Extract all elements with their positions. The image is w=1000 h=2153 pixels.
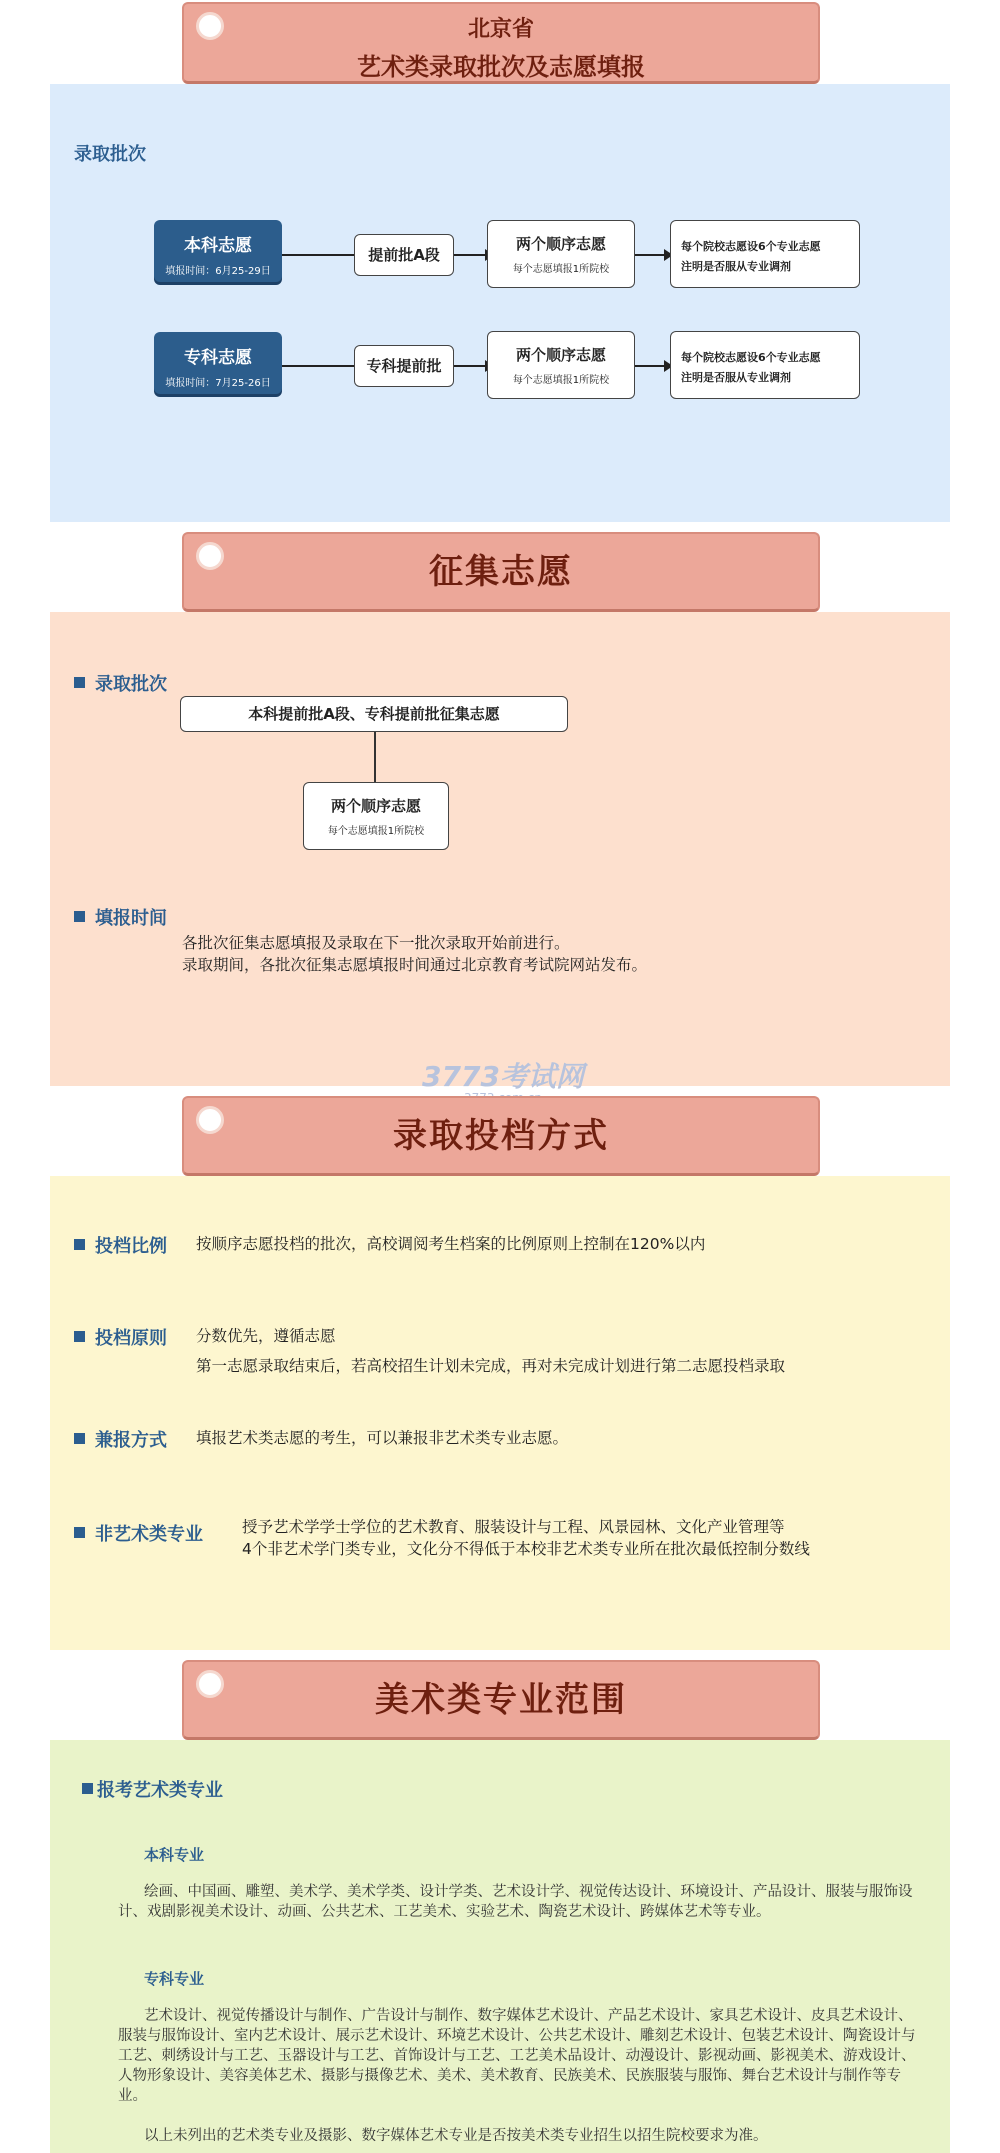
arrow-icon bbox=[282, 254, 362, 256]
batch-box bbox=[354, 345, 454, 387]
major-choice-box bbox=[670, 220, 860, 288]
order-choice-sub: 每个志愿填报1所院校 bbox=[327, 826, 425, 837]
banner-title: 征集志愿 bbox=[429, 552, 573, 592]
order-choice-sub: 每个志愿填报1所院校 bbox=[512, 375, 610, 386]
undergrad-majors-text: 绘画、中国画、雕塑、美术学、美术学类、设计学类、艺术设计学、视觉传达设计、环境设计、产品设计、服装与服饰设计、戏剧影视美术设计、动画、公共艺术、工艺美术、实验艺术、陶瓷艺术设计、跨媒体艺术等专业。 bbox=[118, 1884, 913, 1920]
batch-label: 本科提前批A段、专科提前批征集志愿 bbox=[248, 705, 500, 723]
art-majors-banner bbox=[182, 1660, 820, 1740]
watermark-logo: 3773考试网 bbox=[422, 1060, 584, 1093]
order-choice-title: 两个顺序志愿 bbox=[515, 235, 606, 253]
major-choice-box bbox=[670, 331, 860, 399]
arrow-icon bbox=[635, 254, 671, 256]
section-heading: 录取批次 bbox=[74, 144, 146, 165]
college-box bbox=[154, 332, 282, 394]
supplementary-banner bbox=[182, 532, 820, 612]
ratio-label: 投档比例 bbox=[95, 1236, 167, 1257]
art-majors-panel bbox=[50, 1740, 950, 2153]
batch-label: 提前批A段 bbox=[368, 246, 440, 264]
square-bullet-icon bbox=[74, 1527, 85, 1538]
section-heading: 录取批次 bbox=[74, 670, 167, 696]
principle-text-2: 第一志愿录取结束后，若高校招生计划未完成，再对未完成计划进行第二志愿投档录取 bbox=[196, 1357, 786, 1375]
order-choice-title: 两个顺序志愿 bbox=[515, 346, 606, 364]
batch-label: 专科提前批 bbox=[366, 357, 442, 375]
dispatch-panel bbox=[50, 1176, 950, 1650]
batch-box bbox=[354, 234, 454, 276]
circle-icon bbox=[196, 1106, 224, 1134]
undergrad-majors-heading: 本科专业 bbox=[144, 1846, 205, 1864]
banner-line-2: 艺术类录取批次及志愿填报 bbox=[357, 53, 645, 81]
major-choice-line1: 每个院校志愿设6个专业志愿 bbox=[681, 351, 821, 364]
college-majors-heading: 专科专业 bbox=[144, 1970, 205, 1988]
major-choice-line2: 注明是否服从专业调剂 bbox=[681, 260, 791, 273]
arrow-icon bbox=[635, 365, 671, 367]
fill-time-line-1: 各批次征集志愿填报及录取在下一批次录取开始前进行。 bbox=[182, 934, 570, 952]
ratio-text: 按顺序志愿投档的批次，高校调阅考生档案的比例原则上控制在120%以内 bbox=[196, 1235, 706, 1253]
concurrent-row bbox=[74, 1426, 167, 1452]
order-choice-title: 两个顺序志愿 bbox=[330, 797, 421, 815]
non-art-text-1: 授予艺术学学士学位的艺术教育、服装设计与工程、风景园林、文化产业管理等 bbox=[242, 1518, 785, 1536]
ratio-row bbox=[74, 1232, 167, 1258]
admission-batch-panel bbox=[50, 84, 950, 522]
circle-icon bbox=[196, 12, 224, 40]
order-choice-box bbox=[487, 331, 635, 399]
fill-time-line-2: 录取期间，各批次征集志愿填报时间通过北京教育考试院网站发布。 bbox=[182, 956, 648, 974]
banner-line-1: 北京省 bbox=[467, 17, 534, 42]
non-art-row bbox=[74, 1520, 203, 1546]
order-choice-box bbox=[487, 220, 635, 288]
order-choice-box bbox=[303, 782, 449, 850]
supplementary-panel bbox=[50, 612, 950, 1086]
section-heading: 填报时间 bbox=[74, 904, 167, 930]
banner-title: 录取投档方式 bbox=[393, 1116, 609, 1156]
principle-label: 投档原则 bbox=[95, 1328, 167, 1349]
square-bullet-icon bbox=[74, 1331, 85, 1342]
undergrad-title: 本科志愿 bbox=[184, 236, 252, 256]
section-heading: 报考艺术类专业 bbox=[82, 1776, 223, 1802]
college-time: 填报时间：7月25-26日 bbox=[165, 378, 271, 389]
concurrent-label: 兼报方式 bbox=[95, 1430, 167, 1451]
banner-title: 美术类专业范围 bbox=[375, 1680, 627, 1720]
title-banner bbox=[182, 2, 820, 84]
undergrad-time: 填报时间：6月25-29日 bbox=[165, 266, 271, 277]
batch-box bbox=[180, 696, 568, 732]
principle-text-1: 分数优先，遵循志愿 bbox=[196, 1327, 336, 1345]
square-bullet-icon bbox=[82, 1783, 93, 1794]
undergrad-box bbox=[154, 220, 282, 282]
circle-icon bbox=[196, 542, 224, 570]
arrow-icon bbox=[282, 365, 362, 367]
majors-note: 以上未列出的艺术类专业及摄影、数字媒体艺术专业是否按美术类专业招生以招生院校要求为准。 bbox=[144, 2128, 768, 2144]
major-choice-line1: 每个院校志愿设6个专业志愿 bbox=[681, 240, 821, 253]
non-art-text-2: 4个非艺术学门类专业，文化分不得低于本校非艺术类专业所在批次最低控制分数线 bbox=[242, 1540, 810, 1558]
square-bullet-icon bbox=[74, 1433, 85, 1444]
square-bullet-icon bbox=[74, 911, 85, 922]
non-art-label: 非艺术类专业 bbox=[95, 1524, 203, 1545]
dispatch-banner bbox=[182, 1096, 820, 1176]
square-bullet-icon bbox=[74, 677, 85, 688]
circle-icon bbox=[196, 1670, 224, 1698]
college-majors-text: 艺术设计、视觉传播设计与制作、广告设计与制作、数字媒体艺术设计、产品艺术设计、家具艺术设计、皮具艺术设计、服装与服饰设计、室内艺术设计、展示艺术设计、环境艺术设计、公共艺术设计、雕刻艺术设计、包装艺术设计、陶瓷设计与工艺、刺绣设计与工艺、玉器设计与工艺、首饰设计与工艺、工艺美术品设计、动漫设计、影视动画、影视美术、游戏设计、人物形象设计、美容美体艺术、摄影与摄像艺术、美术、美术教育、民族美术、民族服装与服饰、舞台艺术设计与制作等专业。 bbox=[118, 2008, 916, 2104]
order-choice-sub: 每个志愿填报1所院校 bbox=[512, 264, 610, 275]
college-title: 专科志愿 bbox=[184, 348, 252, 368]
concurrent-text: 填报艺术类志愿的考生，可以兼报非艺术类专业志愿。 bbox=[196, 1429, 569, 1447]
square-bullet-icon bbox=[74, 1239, 85, 1250]
major-choice-line2: 注明是否服从专业调剂 bbox=[681, 371, 791, 384]
principle-row bbox=[74, 1324, 167, 1350]
